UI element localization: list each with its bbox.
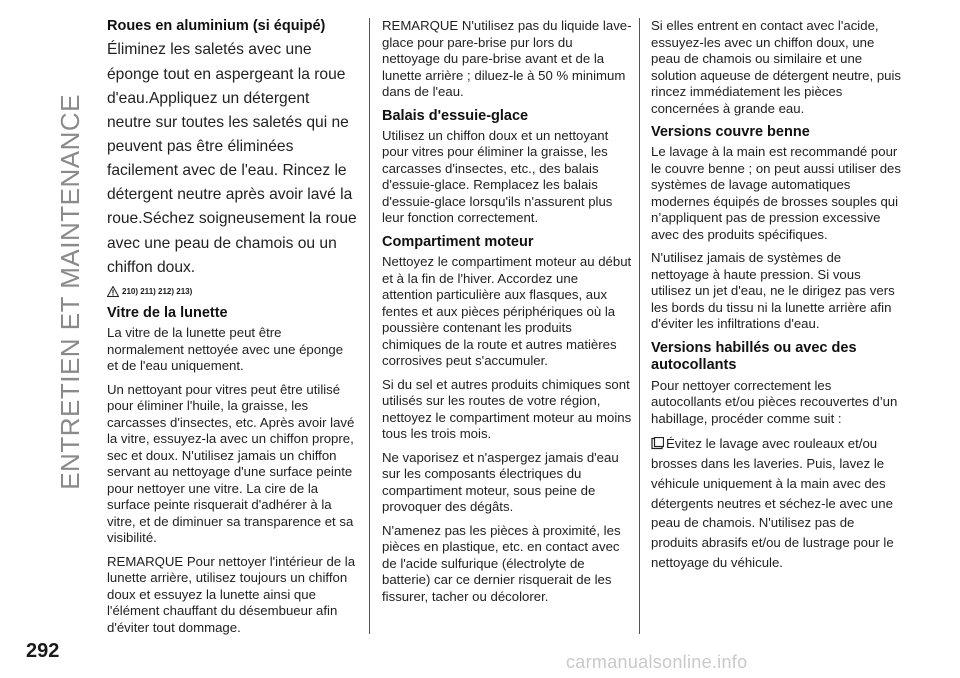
column-divider-2: [639, 18, 640, 634]
paragraph-wrapped-2-text: Évitez le lavage avec rouleaux et/ou brosses dans les laveries. Puis, lavez le véhicule uniquement à la main avec des détergents neutres et séchez-le avec une peau de chamois. N'utilisez pas de produits abrasifs et/ou de lustrage pour le nettoyage du véhicule.: [651, 436, 894, 570]
heading-aluminium-wheels: Roues en aluminium (si équipé): [107, 18, 326, 34]
heading-engine-compartment: Compartiment moteur: [382, 233, 534, 250]
warning-triangle-icon: [107, 286, 119, 297]
paragraph-washer-note: REMARQUE N'utilisez pas du liquide lave-glace pour pare-brise pur lors du nettoyage du pare-brise avant et de la lunette arrière ; diluez-le à 50 % minimum dans de l'eau.: [382, 18, 632, 99]
warning-references: [107, 286, 357, 297]
paragraph-engine-2: Si du sel et autres produits chimiques sont utilisés sur les routes de votre région, nettoyez le compartiment moteur au moins tous les trois mois.: [382, 376, 632, 442]
column-2: [382, 18, 632, 612]
paragraph-rear-window-1: La vitre de la lunette peut être normalement nettoyée avec une éponge et de l'eau uniquement.: [107, 325, 344, 374]
paragraph-wheels: Éliminez les saletés avec une éponge tout en aspergeant la roue d'eau.Appliquez un détergent neutre sur toutes les saletés qui ne peuvent pas être éliminées facilement avec de l'eau. Rincez le détergent neutre après avoir lavé la roue.Séchez soigneusement la roue avec une peau de chamois ou un chiffon doux.: [107, 41, 357, 276]
heading-wrapped-versions: Versions habillés ou avec des autocollants: [651, 339, 857, 374]
heading-rear-window: Vitre de la lunette: [107, 304, 228, 321]
column-divider-1: [369, 18, 370, 634]
section-title-vertical: [52, 30, 88, 490]
column-3: [651, 18, 901, 580]
paragraph-engine-1: Nettoyez le compartiment moteur au début et à la fin de l'hiver. Accordez une attention particulière aux flasques, aux fentes et aux pièces périphériques où la poussière contenant les produits chimiques de la route et autres matières corrosives peut s'accumuler.: [382, 254, 632, 369]
watermark: carmanualsonline.info: [566, 652, 748, 672]
paragraph-engine-3: Ne vaporisez et n'aspergez jamais d'eau sur les composants électriques du compartiment moteur, sous peine de provoquer des dégâts.: [382, 449, 619, 515]
book-icon: [651, 437, 664, 450]
paragraph-wrapped-1: Pour nettoyer correctement les autocollants et/ou pièces recouvertes d’un habillage, procéder comme suit :: [651, 377, 898, 426]
paragraph-bed-cover-1: Le lavage à la main est recommandé pour le couvre benne ; on peut aussi utiliser des systèmes de lavage automatiques modernes équipés de brosses souples qui n’appliquent pas de pression excessive avec des produits spécifiques.: [651, 144, 901, 242]
paragraph-rear-window-note: REMARQUE Pour nettoyer l'intérieur de la lunette arrière, utilisez toujours un chiffon doux et essuyez la lunette ainsi que l'élément chauffant du désembueur afin d'éviter tout dommage.: [107, 553, 356, 635]
paragraph-rear-window-2: Un nettoyant pour vitres peut être utilisé pour éliminer l'huile, la graisse, les carcasses d'insectes, etc. Après avoir lavé la vitre, essuyez-la avec un chiffon propre, sec et doux. N'utilisez jamais un chiffon servant au nettoyage d'une surface peinte pour nettoyer une vitre. La cire de la surface peinte risquerait d'adhérer à la vitre, et de diminuer sa transparence et sa visibilité.: [107, 381, 355, 546]
heading-wiper-blades: Balais d'essuie-glace: [382, 107, 529, 124]
column-1: [107, 18, 357, 643]
heading-bed-cover: Versions couvre benne: [651, 124, 810, 140]
paragraph-engine-4: N'amenez pas les pièces à proximité, les pièces en plastique, etc. en contact avec de l'acide sulfurique (électrolyte de batterie) car ce dernier risquerait de les fissurer, tacher ou décolorer.: [382, 522, 621, 604]
paragraph-acid-contact: Si elles entrent en contact avec l'acide, essuyez-les avec un chiffon doux, une peau de chamois ou similaire et une solution aqueuse de détergent neutre, puis rincez immédiatement les pièces concernées à grande eau.: [651, 18, 902, 116]
paragraph-bed-cover-2: N'utilisez jamais de systèmes de nettoyage à haute pression. Si vous utilisez un jet d'eau, ne le dirigez pas vers les bords du tissu ni la lunette arrière afin d'éviter les infiltrations d'eau.: [651, 250, 895, 332]
page-number: 292: [26, 640, 60, 662]
paragraph-wrapped-2: [651, 434, 901, 573]
warning-reference-numbers: 210) 211) 212) 213): [122, 286, 193, 296]
section-title-text: ENTRETIEN ET MAINTENANCE: [54, 94, 85, 490]
paragraph-wiper-blades: Utilisez un chiffon doux et un nettoyant pour vitres pour éliminer la graisse, les carcasses d'insectes, etc., des balais d'essuie-glace. Remplacez les balais d'essuie-glace lorsqu'ils n'assurent plus leur fonction correctement.: [382, 127, 613, 226]
